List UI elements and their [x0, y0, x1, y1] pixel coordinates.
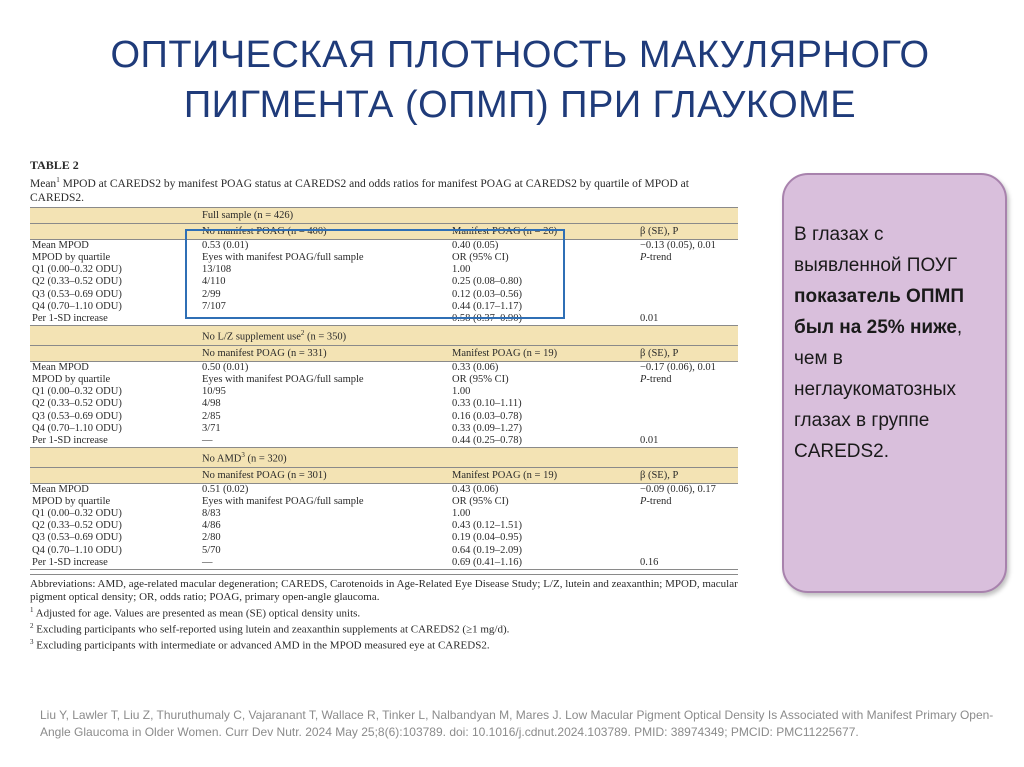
callout-emphasis: показатель ОПМП был на 25% ниже	[794, 286, 964, 338]
header-no-poag: No manifest POAG (n = 331)	[200, 345, 450, 361]
cell-no-poag: —	[200, 557, 450, 570]
cell-beta	[638, 545, 738, 557]
cell-no-poag: 4/98	[202, 398, 221, 410]
slide-title: ОПТИЧЕСКАЯ ПЛОТНОСТЬ МАКУЛЯРНОГО ПИГМЕНТА (ОПМП) ПРИ ГЛАУКОМЕ	[110, 34, 930, 126]
cell-poag: 1.00	[452, 508, 471, 520]
cell-beta	[638, 411, 738, 423]
header-no-poag: No manifest POAG (n = 400)	[200, 223, 450, 239]
cell-beta: P-trend	[640, 495, 672, 507]
row-label: Per 1-SD increase	[30, 435, 200, 448]
cell-poag: 0.69 (0.41–1.16)	[450, 557, 638, 570]
table-row	[30, 361, 738, 374]
cell-poag: 1.00	[452, 386, 471, 398]
cell-no-poag: 13/108	[202, 264, 232, 276]
table-row	[30, 557, 738, 570]
cell-no-poag: 8/83	[202, 508, 221, 520]
cell-no-poag: 2/85	[202, 410, 221, 422]
callout-text-start: В глазах с выявленной ПОУГ	[794, 224, 958, 276]
sample-label: No AMD$^3$ (n = 320)	[200, 448, 738, 468]
cell-no-poag: 3/71	[202, 422, 221, 434]
table-row	[30, 398, 738, 410]
cell-beta: 0.16	[638, 557, 738, 570]
cell-no-poag: 2/99	[202, 288, 221, 300]
cell-no-poag: —	[200, 313, 450, 326]
cell-beta	[638, 301, 738, 313]
row-label: Q1 (0.00–0.32 ODU)	[32, 508, 122, 520]
header-beta: β (SE), P	[638, 467, 738, 483]
callout-box	[782, 173, 1007, 593]
cell-beta: 0.01	[638, 435, 738, 448]
cell-poag: 0.33 (0.09–1.27)	[452, 422, 522, 434]
row-label: Q2 (0.33–0.52 ODU)	[32, 398, 122, 410]
cell-poag: 0.58 (0.37–0.90)	[450, 313, 638, 326]
row-label: MPOD by quartile	[32, 252, 111, 264]
empty-cell	[30, 223, 200, 239]
cell-poag: 0.40 (0.05)	[452, 239, 499, 251]
row-label: Per 1-SD increase	[30, 557, 200, 570]
footnotes	[30, 604, 738, 652]
table-row	[30, 386, 738, 398]
row-label: Q2 (0.33–0.52 ODU)	[32, 520, 122, 532]
row-label: Q1 (0.00–0.32 ODU)	[32, 264, 122, 276]
cell-no-poag: 4/86	[202, 520, 221, 532]
callout-text-end: , чем в неглаукоматозных глазах в группе CAREDS2.	[794, 317, 963, 462]
cell-poag: OR (95% CI)	[452, 495, 509, 507]
footnote: $^2$ Excluding participants who self-reported using lutein and zeaxanthin supplements at CAREDS2 (≥1 mg/d).	[30, 622, 510, 636]
cell-no-poag: 10/95	[202, 386, 226, 398]
cell-poag: 0.43 (0.06)	[452, 483, 499, 495]
cell-beta	[638, 276, 738, 288]
table-row	[30, 496, 738, 508]
footnote: $^1$ Adjusted for age. Values are presented as mean (SE) optical density units.	[30, 606, 361, 620]
cell-beta: 0.01	[638, 313, 738, 326]
empty-cell	[30, 467, 200, 483]
footnote: $^3$ Excluding participants with intermediate or advanced AMD in the MPOD measured eye at CAREDS2.	[30, 638, 490, 653]
cell-no-poag: Eyes with manifest POAG/full sample	[202, 373, 364, 385]
cell-no-poag: Eyes with manifest POAG/full sample	[202, 252, 364, 264]
header-poag: Manifest POAG (n = 19)	[450, 467, 638, 483]
cell-beta: −0.09 (0.06), 0.17	[640, 483, 716, 495]
cell-poag: 0.44 (0.25–0.78)	[450, 435, 638, 448]
cell-poag: 0.25 (0.08–0.80)	[452, 276, 522, 288]
cell-beta	[638, 508, 738, 520]
row-label: Q3 (0.53–0.69 ODU)	[32, 532, 122, 544]
citation: Liu Y, Lawler T, Liu Z, Thuruthumaly C, Vajaranant T, Wallace R, Tinker L, Nalbandyan M, Mares J. Low Macular Pigment Optical Density Is Associated with Manifest Primary Open-Angle Glaucoma in Older Women. Curr Dev Nutr. 2024 May 25;8(6):103789. doi: 10.1016/j.cdnut.2024.103789. PMID: 38974349; PMCID: PMC11225677.	[40, 708, 994, 739]
cell-poag: 0.64 (0.19–2.09)	[452, 544, 522, 556]
row-label: Q3 (0.53–0.69 ODU)	[32, 410, 122, 422]
cell-poag: 0.43 (0.12–1.51)	[452, 520, 522, 532]
table-row	[30, 532, 738, 544]
row-label: Q4 (0.70–1.10 ODU)	[32, 422, 122, 434]
empty-cell	[30, 345, 200, 361]
sample-label: No L/Z supplement use$^2$ (n = 350)	[200, 326, 738, 346]
empty-cell	[30, 448, 200, 468]
cell-beta	[638, 264, 738, 276]
cell-no-poag: 4/110	[202, 276, 226, 288]
sample-header	[30, 207, 738, 223]
abbreviations: Abbreviations: AMD, age-related macular degeneration; CAREDS, Carotenoids in Age-Related Eye Disease Study; L/Z, lutein and zeaxanthin; MPOD, macular pigment optical density; OR, odds ratio; POAG, primary open-angle glaucoma.	[30, 574, 738, 604]
table-row	[30, 520, 738, 532]
cell-no-poag: Eyes with manifest POAG/full sample	[202, 495, 364, 507]
row-label: Per 1-SD increase	[30, 313, 200, 326]
cell-no-poag: 0.51 (0.02)	[202, 483, 249, 495]
header-beta: β (SE), P	[638, 223, 738, 239]
cell-beta	[638, 532, 738, 544]
cell-poag: 1.00	[452, 264, 471, 276]
row-label: Q4 (0.70–1.10 ODU)	[32, 300, 122, 312]
cell-no-poag: 7/107	[202, 300, 226, 312]
sample-header	[30, 326, 738, 346]
row-label: Mean MPOD	[32, 239, 89, 251]
cell-no-poag: 0.53 (0.01)	[202, 239, 249, 251]
cell-beta	[638, 398, 738, 410]
cell-beta	[638, 520, 738, 532]
cell-beta	[638, 386, 738, 398]
cell-no-poag: 2/80	[202, 532, 221, 544]
table-row	[30, 483, 738, 496]
row-label: Q3 (0.53–0.69 ODU)	[32, 288, 122, 300]
cell-no-poag: 0.50 (0.01)	[202, 361, 249, 373]
cell-beta: −0.17 (0.06), 0.01	[640, 361, 716, 373]
cell-poag: 0.33 (0.06)	[452, 361, 499, 373]
table-caption: Mean$^1$ MPOD at CAREDS2 by manifest POAG status at CAREDS2 and odds ratios for manifest POAG at CAREDS2 by quartile of MPOD at CAREDS2.	[30, 176, 689, 204]
table-row	[30, 411, 738, 423]
table-row	[30, 508, 738, 520]
table-label: TABLE 2	[30, 158, 79, 172]
cell-poag: 0.16 (0.03–0.78)	[452, 410, 522, 422]
empty-cell	[30, 326, 200, 346]
header-poag: Manifest POAG (n = 26)	[450, 223, 638, 239]
row-label: Q2 (0.33–0.52 ODU)	[32, 276, 122, 288]
cell-beta: P-trend	[640, 252, 672, 264]
highlight-box	[185, 229, 565, 319]
table-row	[30, 435, 738, 448]
cell-poag: 0.19 (0.04–0.95)	[452, 532, 522, 544]
cell-poag: OR (95% CI)	[452, 373, 509, 385]
row-label: MPOD by quartile	[32, 495, 111, 507]
header-poag: Manifest POAG (n = 19)	[450, 345, 638, 361]
cell-no-poag: —	[200, 435, 450, 448]
row-label: Mean MPOD	[32, 361, 89, 373]
cell-beta	[638, 423, 738, 435]
empty-cell	[30, 207, 200, 223]
row-label: Q1 (0.00–0.32 ODU)	[32, 386, 122, 398]
row-label: Q4 (0.70–1.10 ODU)	[32, 544, 122, 556]
sample-header	[30, 448, 738, 468]
cell-beta: −0.13 (0.05), 0.01	[640, 239, 716, 251]
cell-poag: OR (95% CI)	[452, 252, 509, 264]
cell-poag: 0.44 (0.17–1.17)	[452, 300, 522, 312]
cell-poag: 0.12 (0.03–0.56)	[452, 288, 522, 300]
table-row	[30, 545, 738, 557]
row-label: Mean MPOD	[32, 483, 89, 495]
column-header	[30, 345, 738, 361]
cell-no-poag: 5/70	[202, 544, 221, 556]
column-header	[30, 467, 738, 483]
cell-poag: 0.33 (0.10–1.11)	[452, 398, 522, 410]
cell-beta: P-trend	[640, 373, 672, 385]
table-row	[30, 374, 738, 386]
cell-beta	[638, 289, 738, 301]
sample-label: Full sample (n = 426)	[200, 207, 738, 223]
table-row	[30, 423, 738, 435]
header-beta: β (SE), P	[638, 345, 738, 361]
row-label: MPOD by quartile	[32, 373, 111, 385]
header-no-poag: No manifest POAG (n = 301)	[200, 467, 450, 483]
